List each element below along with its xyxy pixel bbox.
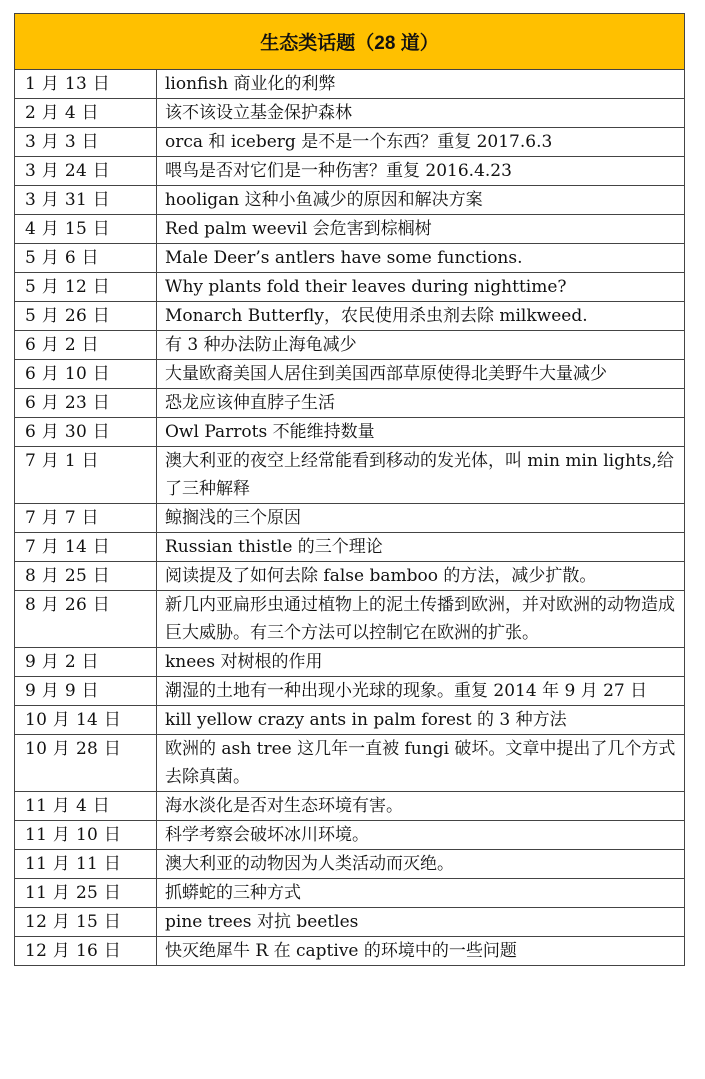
topic-cell: 科学考察会破坏冰川环境。 <box>157 821 685 850</box>
date-cell: 6 月 30 日 <box>15 418 157 447</box>
table-row <box>15 447 685 504</box>
topic-cell: Why plants fold their leaves during nighttime? <box>157 273 685 302</box>
table-row <box>15 792 685 821</box>
topic-cell: 该不该设立基金保护森林 <box>157 99 685 128</box>
topic-cell: 喂鸟是否对它们是一种伤害？重复 2016.4.23 <box>157 157 685 186</box>
topic-cell: 欧洲的 ash tree 这几年一直被 fungi 破坏。文章中提出了几个方式去除真菌。 <box>157 735 685 792</box>
date-cell: 6 月 10 日 <box>15 360 157 389</box>
table-row <box>15 908 685 937</box>
topic-cell: knees 对树根的作用 <box>157 648 685 677</box>
topic-cell: Russian thistle 的三个理论 <box>157 533 685 562</box>
table-row <box>15 504 685 533</box>
ecology-topics-table <box>14 13 685 966</box>
date-cell: 8 月 26 日 <box>15 591 157 648</box>
table-row <box>15 70 685 99</box>
date-cell: 10 月 14 日 <box>15 706 157 735</box>
table-row <box>15 706 685 735</box>
date-cell: 9 月 9 日 <box>15 677 157 706</box>
topic-cell: Monarch Butterfly，农民使用杀虫剂去除 milkweed. <box>157 302 685 331</box>
date-cell: 5 月 12 日 <box>15 273 157 302</box>
table-row <box>15 821 685 850</box>
table-row <box>15 562 685 591</box>
table-row <box>15 937 685 966</box>
topic-cell: 潮湿的土地有一种出现小光球的现象。重复 2014 年 9 月 27 日 <box>157 677 685 706</box>
date-cell: 7 月 14 日 <box>15 533 157 562</box>
table-title: 生态类话题（28 道） <box>15 14 685 70</box>
table-row <box>15 99 685 128</box>
date-cell: 6 月 2 日 <box>15 331 157 360</box>
date-cell: 11 月 4 日 <box>15 792 157 821</box>
table-row <box>15 215 685 244</box>
table-body <box>15 70 685 966</box>
topic-cell: 澳大利亚的动物因为人类活动而灭绝。 <box>157 850 685 879</box>
date-cell: 10 月 28 日 <box>15 735 157 792</box>
date-cell: 5 月 26 日 <box>15 302 157 331</box>
table-row <box>15 157 685 186</box>
table-row <box>15 244 685 273</box>
topic-cell: 海水淡化是否对生态环境有害。 <box>157 792 685 821</box>
table-row <box>15 533 685 562</box>
table-row <box>15 850 685 879</box>
topic-cell: kill yellow crazy ants in palm forest 的 3 种方法 <box>157 706 685 735</box>
date-cell: 12 月 15 日 <box>15 908 157 937</box>
date-cell: 11 月 11 日 <box>15 850 157 879</box>
table-row <box>15 735 685 792</box>
date-cell: 12 月 16 日 <box>15 937 157 966</box>
topic-cell: 有 3 种办法防止海龟减少 <box>157 331 685 360</box>
topic-cell: Male Deer’s antlers have some functions. <box>157 244 685 273</box>
topic-cell: 阅读提及了如何去除 false bamboo 的方法，减少扩散。 <box>157 562 685 591</box>
topic-cell: 快灭绝犀牛 R 在 captive 的环境中的一些问题 <box>157 937 685 966</box>
table-row <box>15 273 685 302</box>
table-row <box>15 128 685 157</box>
date-cell: 4 月 15 日 <box>15 215 157 244</box>
topic-cell: pine trees 对抗 beetles <box>157 908 685 937</box>
table-row <box>15 591 685 648</box>
date-cell: 2 月 4 日 <box>15 99 157 128</box>
date-cell: 8 月 25 日 <box>15 562 157 591</box>
topic-cell: 大量欧裔美国人居住到美国西部草原使得北美野牛大量减少 <box>157 360 685 389</box>
table-row <box>15 879 685 908</box>
date-cell: 7 月 1 日 <box>15 447 157 504</box>
topic-cell: lionfish 商业化的利弊 <box>157 70 685 99</box>
date-cell: 3 月 31 日 <box>15 186 157 215</box>
topic-cell: 澳大利亚的夜空上经常能看到移动的发光体，叫 min min lights,给了三种解释 <box>157 447 685 504</box>
date-cell: 11 月 10 日 <box>15 821 157 850</box>
date-cell: 7 月 7 日 <box>15 504 157 533</box>
date-cell: 6 月 23 日 <box>15 389 157 418</box>
date-cell: 1 月 13 日 <box>15 70 157 99</box>
table-row <box>15 302 685 331</box>
topic-cell: orca 和 iceberg 是不是一个东西？重复 2017.6.3 <box>157 128 685 157</box>
table-row <box>15 360 685 389</box>
date-cell: 11 月 25 日 <box>15 879 157 908</box>
table-row <box>15 648 685 677</box>
table-row <box>15 331 685 360</box>
topic-cell: 新几内亚扁形虫通过植物上的泥土传播到欧洲，并对欧洲的动物造成巨大威胁。有三个方法可以控制它在欧洲的扩张。 <box>157 591 685 648</box>
table-row <box>15 677 685 706</box>
date-cell: 9 月 2 日 <box>15 648 157 677</box>
title-row <box>15 14 685 70</box>
topic-cell: Owl Parrots 不能维持数量 <box>157 418 685 447</box>
date-cell: 3 月 3 日 <box>15 128 157 157</box>
table-row <box>15 389 685 418</box>
topic-cell: 恐龙应该伸直脖子生活 <box>157 389 685 418</box>
date-cell: 3 月 24 日 <box>15 157 157 186</box>
topic-cell: Red palm weevil 会危害到棕榈树 <box>157 215 685 244</box>
topic-cell: 抓蟒蛇的三种方式 <box>157 879 685 908</box>
table-row <box>15 186 685 215</box>
topic-cell: hooligan 这种小鱼减少的原因和解决方案 <box>157 186 685 215</box>
date-cell: 5 月 6 日 <box>15 244 157 273</box>
table-row <box>15 418 685 447</box>
topic-cell: 鲸搁浅的三个原因 <box>157 504 685 533</box>
